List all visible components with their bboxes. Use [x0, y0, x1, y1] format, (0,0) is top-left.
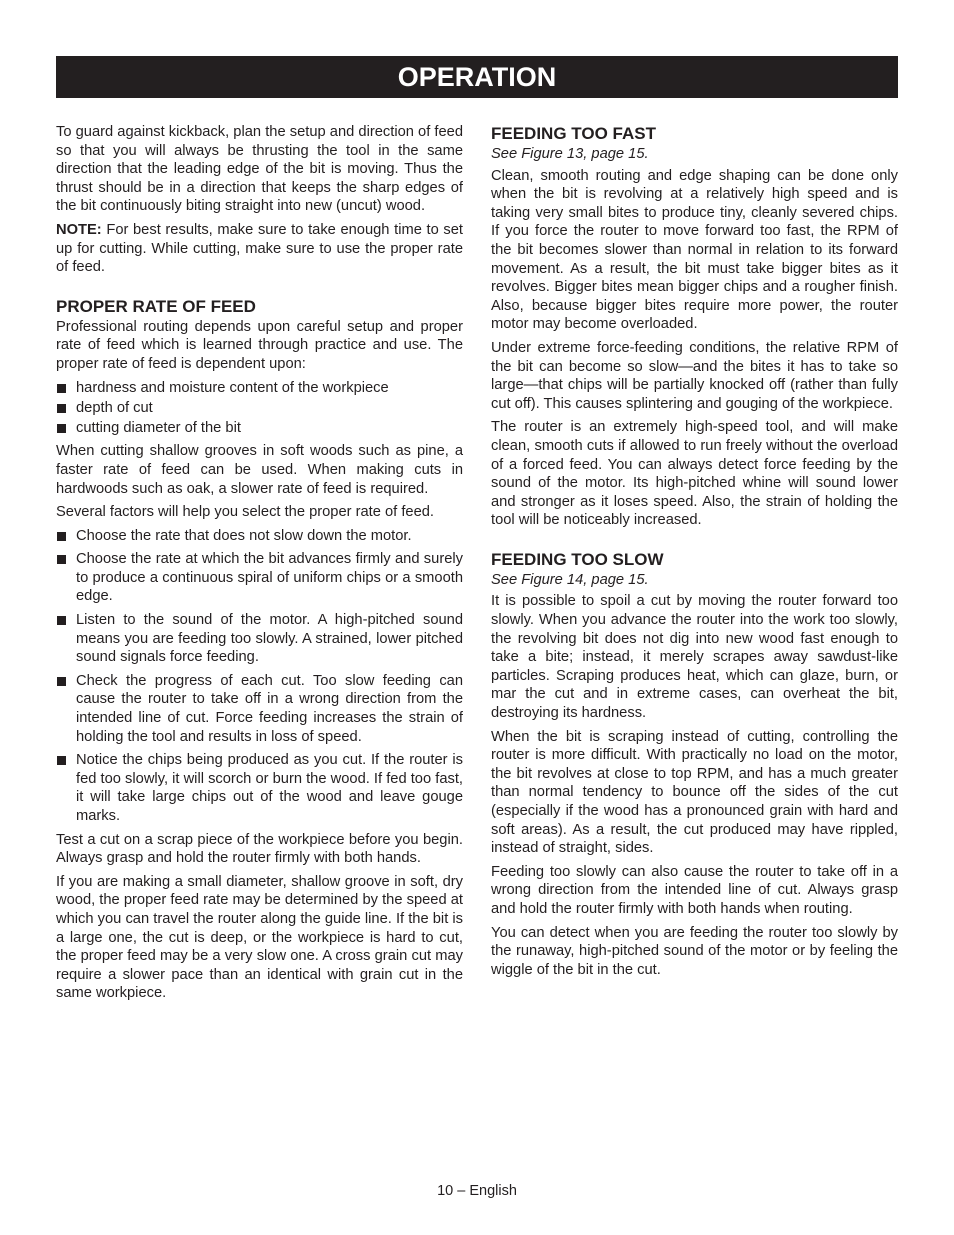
rate-paragraph-2: When cutting shallow grooves in soft woods such as pine, a faster rate of feed can be used. When making cuts in hardwoods such as oak, a slower rate of feed is required. — [56, 443, 463, 497]
heading-feeding-too-slow: FEEDING TOO SLOW — [491, 549, 664, 569]
list-item: Check the progress of each cut. Too slow feeding can cause the router to take off in a wrong direction from the intended line of cut. Force feeding increases the strain of holding the tool and results in loss of speed. — [56, 672, 463, 746]
left-column — [56, 123, 463, 1008]
rate-paragraph-3: Several factors will help you select the proper rate of feed. — [56, 504, 434, 521]
list-item: Choose the rate that does not slow down the motor. — [56, 527, 463, 546]
slow-paragraph-2: When the bit is scraping instead of cutting, controlling the router is more difficult. With practically no load on the motor, the bit revolves at close to top RPM, and has a much greater than normal tendency to bounce off the sides of the cut (especially if the wood has a pronounced grain with hard and soft areas). As a result, the cut produced may have rippled, instead of straight, sides. — [491, 728, 898, 857]
page-number: 10 – English — [437, 1183, 517, 1199]
slow-paragraph-4: You can detect when you are feeding the router too slowly by the runaway, high-pitched sound of the motor or by feeling the wiggle of the bit in the cut. — [491, 924, 898, 978]
fast-paragraph-1: Clean, smooth routing and edge shaping can be done only when the bit is revolving at a relatively high speed and is taking very small bites to produce tiny, cleanly severed chips. If you force the router to move forward too fast, the RPM of the bit becomes slower than normal in relation to its forward movement. As a result, the bit must take bigger bites as it revolves. Bigger bites mean bigger chips and a rougher finish. Also, because bigger bites require more power, the router motor may become overloaded. — [491, 167, 898, 333]
page-title: OPERATION — [397, 62, 557, 92]
fast-paragraph-2: Under extreme force-feeding conditions, the relative RPM of the bit can become so slow—and the bites it has to take so large—that chips will be partially knocked off (rather than fully cut off). This causes splintering and gouging of the workpiece. — [491, 339, 898, 412]
heading-feeding-too-fast: FEEDING TOO FAST — [491, 124, 656, 143]
note-text: For best results, make sure to take enough time to set up for cutting. While cutting, make sure to use the proper rate of feed. — [56, 221, 463, 276]
list-item: Listen to the sound of the motor. A high-pitched sound means you are feeding too slowly. A strained, lower pitched sound signals force feeding. — [56, 611, 463, 667]
list-item: hardness and moisture content of the workpiece — [56, 379, 463, 398]
rate-paragraph-5: If you are making a small diameter, shallow groove in soft, dry wood, the proper feed rate may be determined by the speed at which you can travel the router along the guide line. If the bit is a large one, the cut is deep, or the workpiece is hard to cut, the proper feed may be a very slow one. A cross grain cut may require a slower pace than an identical with grain cut in the same workpiece. — [56, 873, 463, 1002]
list-item: depth of cut — [56, 399, 463, 418]
rate-paragraph-4: Test a cut on a scrap piece of the workpiece before you begin. Always grasp and hold the router firmly with both hands. — [56, 831, 463, 867]
note-label: NOTE: — [56, 221, 102, 238]
figure-reference-fast: See Figure 13, page 15. — [491, 146, 649, 162]
fast-paragraph-3: The router is an extremely high-speed tool, and will make clean, smooth cuts if allowed to run freely without the overload of a forced feed. You can always detect force feeding by the sound of the motor. Its high-pitched whine will sound lower and stronger as it loses speed. Also, the strain of holding the tool will be noticeably increased. — [491, 419, 898, 529]
rate-paragraph-1: Professional routing depends upon careful setup and proper rate of feed which is learned through practice and use. The proper rate of feed is dependent upon: — [56, 318, 463, 372]
slow-paragraph-1: It is possible to spoil a cut by moving the router forward too slowly. When you advance the router into the work too slowly, the revolving bit does not dig into new wood fast enough to take a bite; instead, it merely scrapes away sawdust-like particles. Scraping produces heat, which can glaze, burn, or mar the cut and in extreme cases, can overheat the bit, destroying its hardness. — [491, 593, 898, 722]
slow-paragraph-3: Feeding too slowly can also cause the router to take off in a wrong direction from the intended line of cut. Always grasp and hold the router firmly with both hands when routing. — [491, 863, 898, 917]
intro-paragraph: To guard against kickback, plan the setup and direction of feed so that you will always be thrusting the tool in the same direction that the leading edge of the bit is moving. Thus the thrust should be in a direction that keeps the sharp edges of the bit continuously biting straight into new (uncut) wood. — [56, 124, 463, 215]
note-paragraph — [56, 221, 463, 277]
section-title-banner — [56, 56, 898, 98]
figure-reference-slow: See Figure 14, page 15. — [491, 571, 649, 588]
dependency-list — [56, 379, 463, 438]
page-footer — [0, 1183, 954, 1199]
list-item: Notice the chips being produced as you cut. If the router is fed too slowly, it will scorch or burn the wood. If fed too fast, it will take large chips out of the wood and leave gouge marks. — [56, 751, 463, 825]
list-item: cutting diameter of the bit — [56, 419, 463, 438]
list-item: Choose the rate at which the bit advances firmly and surely to produce a continuous spiral of uniform chips or a smooth edge. — [56, 550, 463, 606]
right-column — [491, 123, 898, 984]
heading-proper-rate-of-feed: PROPER RATE OF FEED — [56, 296, 256, 316]
factors-list — [56, 527, 463, 826]
